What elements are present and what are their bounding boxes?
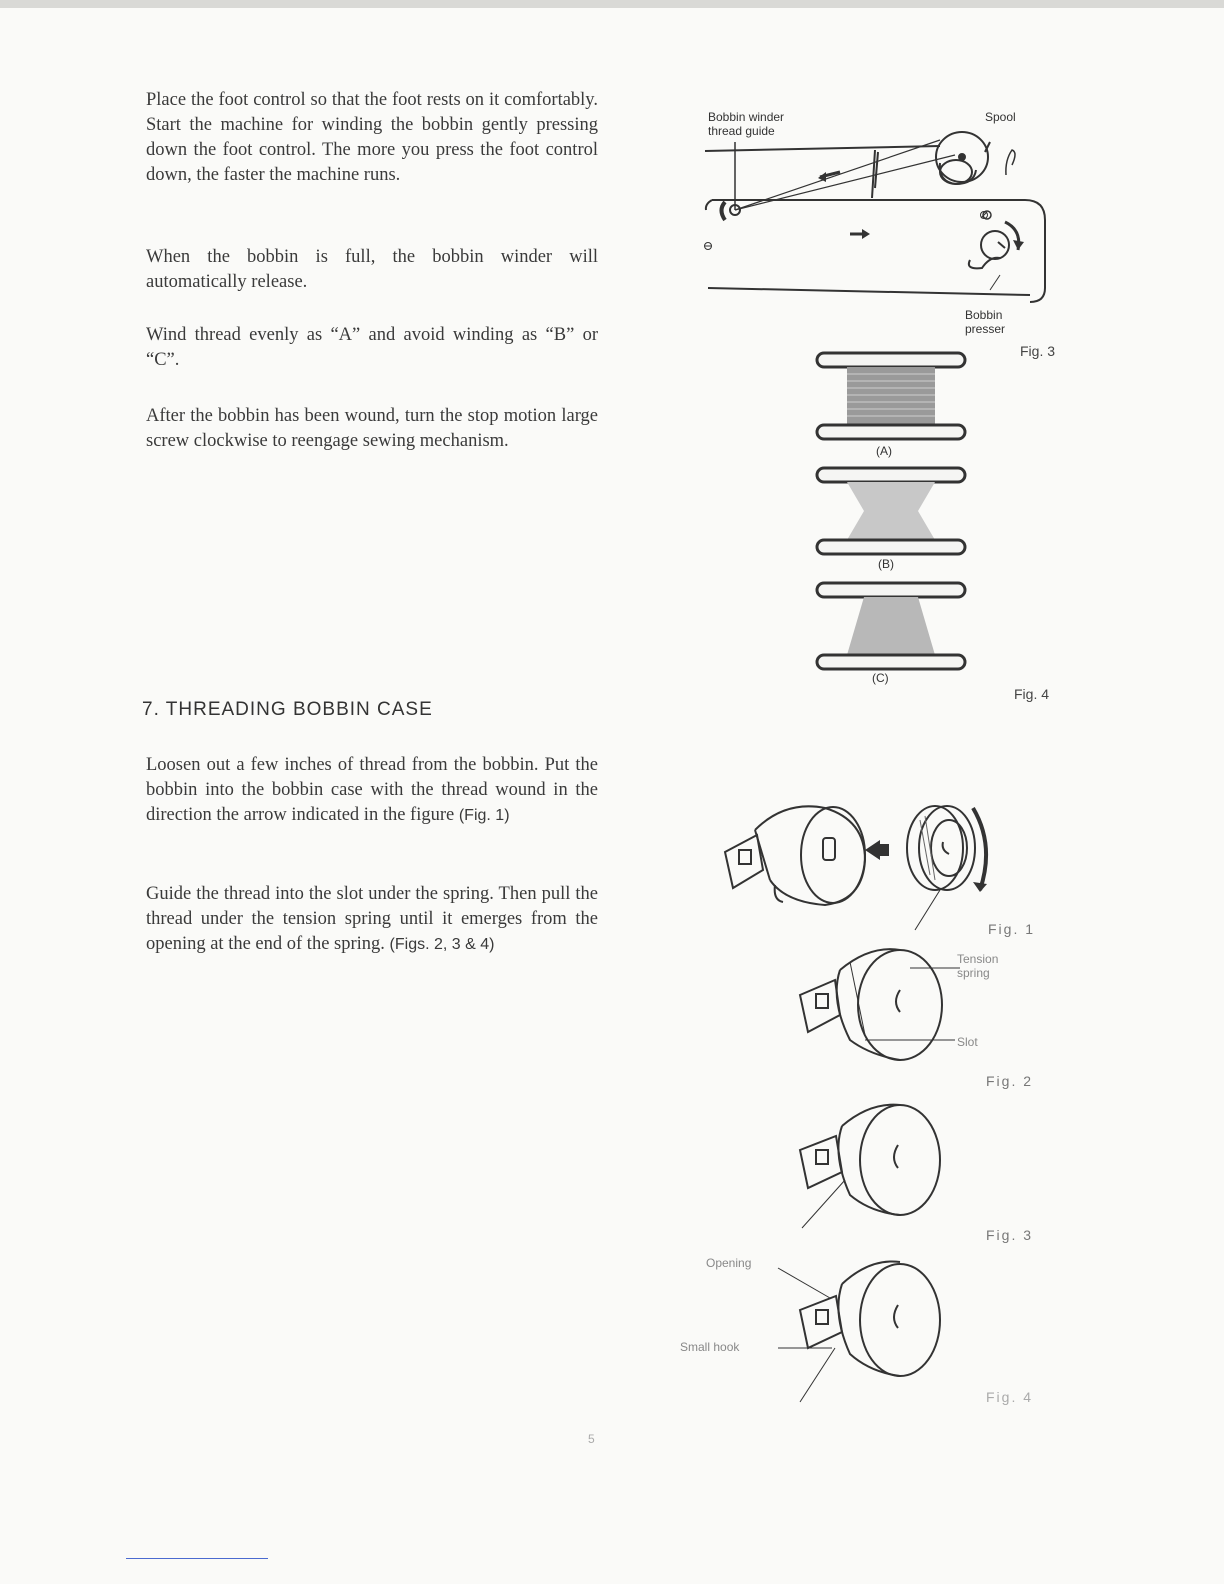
label-slot: Slot xyxy=(957,1035,978,1049)
bobbin-b xyxy=(817,468,965,554)
bobbin-case-fig2-drawing xyxy=(780,940,960,1060)
label-thread-guide: Bobbin winder thread guide xyxy=(708,110,785,138)
bobbin-a xyxy=(817,353,965,439)
label-small-hook: Small hook xyxy=(680,1340,740,1354)
paragraph-loosen-thread xyxy=(146,753,598,828)
paragraph-stop-motion: After the bobbin has been wound, turn the stop motion large screw clockwise to reengage sewing mechanism. xyxy=(146,406,598,451)
label-bobbin-presser: Bobbin presser xyxy=(965,308,1006,336)
label-tension-spring: Tension spring xyxy=(957,952,999,980)
page-number: 5 xyxy=(588,1432,595,1446)
paragraph-guide-thread xyxy=(146,882,598,957)
label-bobbin-a: (A) xyxy=(876,444,892,458)
page-top-edge xyxy=(0,0,1224,8)
paragraph-foot-control: Place the foot control so that the foot rests on it comfortably. Start the machine for winding the bobbin gently pressing down the foot control. The more you press the foot control down, the faster the machine runs. xyxy=(146,90,598,185)
bobbin-case-fig1-drawing xyxy=(715,790,1005,940)
link-underline xyxy=(126,1558,268,1559)
label-spool: Spool xyxy=(985,110,1016,124)
caption-case-fig2: Fig. 2 xyxy=(986,1073,1034,1089)
label-bobbin-c: (C) xyxy=(872,671,889,685)
bobbin-case-fig4-drawing xyxy=(760,1250,950,1410)
figs-reference: (Figs. 2, 3 & 4) xyxy=(389,936,495,953)
bobbin-winder-diagram xyxy=(700,130,1060,305)
bobbin-winding-examples xyxy=(812,348,972,668)
paragraph-bobbin-full: When the bobbin is full, the bobbin winder will automatically release. xyxy=(146,247,598,292)
fig1-reference: (Fig. 1) xyxy=(458,807,510,824)
bobbin-case-fig3-drawing xyxy=(780,1100,950,1230)
caption-case-fig3: Fig. 3 xyxy=(986,1227,1034,1243)
caption-bobbins-fig4: Fig. 4 xyxy=(1014,686,1050,702)
caption-case-fig4: Fig. 4 xyxy=(986,1389,1034,1405)
paragraph-guide-text: Guide the thread into the slot under the spring. Then pull the thread under the tension spring until it emerges from the opening at the end of the spring. xyxy=(146,884,598,954)
paragraph-loosen-text: Loosen out a few inches of thread from the bobbin. Put the bobbin into the bobbin case with the thread wound in the direction the arrow indicated in the figure xyxy=(146,755,598,825)
bobbin-c xyxy=(817,583,965,669)
label-opening: Opening xyxy=(706,1256,752,1270)
caption-case-fig1: Fig. 1 xyxy=(988,921,1036,937)
caption-winder-fig3: Fig. 3 xyxy=(1020,343,1056,359)
label-bobbin-b: (B) xyxy=(878,557,894,571)
paragraph-wind-evenly: Wind thread evenly as “A” and avoid winding as “B” or “C”. xyxy=(146,325,598,370)
section-heading: 7. THREADING BOBBIN CASE xyxy=(142,699,433,720)
